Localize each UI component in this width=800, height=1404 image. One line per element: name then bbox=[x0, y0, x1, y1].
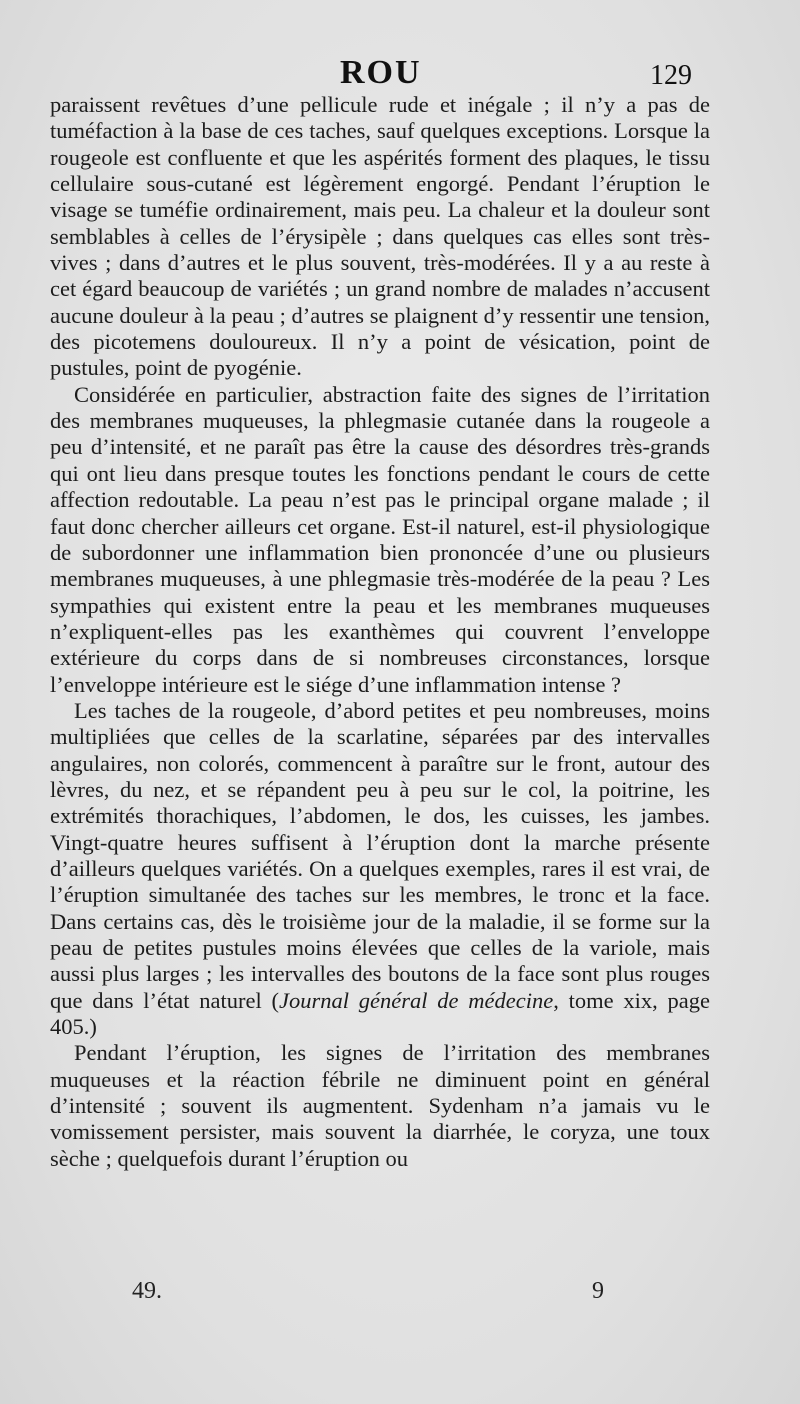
paragraph-3 bbox=[50, 698, 710, 1040]
body-text bbox=[50, 92, 710, 1172]
running-head bbox=[0, 54, 800, 94]
paragraph-3-tail: , tome xix, page 405.) bbox=[50, 987, 710, 1040]
paragraph-3-text: Les taches de la rougeole, d’abord petites et peu nombreuses, moins multipliées que celles de la scarlatine, séparées par des intervalles angulaires, non colorés, commencent à paraître sur le front, autour des lèvres, du nez, et se répandent peu à peu sur le col, la poitrine, les extrémités thorachiques, l’abdomen, le dos, les cuisses, les jambes. Vingt-quatre heures suffisent à l’éruption dont la marche présente d’ailleurs quelques variétés. On a quelques exemples, rares il est vrai, de l’éruption simultanée des taches sur les membres, le tronc et la face. Dans certains cas, dès le troisième jour de la maladie, il se forme sur la peau de petites pustules moins élevées que celles de la variole, mais aussi plus larges ; les intervalles des boutons de la face sont plus rouges que dans l’état naturel ( bbox=[50, 697, 710, 1013]
page-number: 129 bbox=[650, 60, 692, 91]
folio-number: 9 bbox=[592, 1278, 604, 1304]
paragraph-2: Considérée en particulier, abstraction faite des signes de l’irritation des membranes muqueuses, la phlegmasie cutanée dans la rougeole a peu d’intensité, et ne paraît pas être la cause des désordres très-grands qui ont lieu dans presque toutes les fonctions pendant le cours de cette affection redoutable. La peau n’est pas le principal organe malade ; il faut donc chercher ailleurs cet organe. Est-il naturel, est-il physiologique de subordonner une inflammation bien prononcée d’une ou plusieurs membranes muqueuses, à une phlegmasie très-modérée de la peau ? Les sympathies qui existent entre la peau et les membranes muqueuses n’expliquent-elles pas les exanthèmes qui couvrent l’enveloppe extérieure du corps dans de si nombreuses circonstances, lorsque l’enveloppe intérieure est le siége d’une inflammation intense ? bbox=[50, 381, 710, 697]
signature-mark: 49. bbox=[132, 1278, 162, 1304]
running-head-title: ROU bbox=[340, 54, 422, 91]
page-footer bbox=[0, 1278, 800, 1318]
paragraph-1: paraissent revêtues d’une pellicule rude et inégale ; il n’y a pas de tuméfaction à la base de ces taches, sauf quelques exceptions. Lorsque la rougeole est confluente et que les aspérités forment des plaques, le tissu cellulaire sous-cutané est légèrement engorgé. Pendant l’éruption le visage se tuméfie ordinairement, mais peu. La chaleur et la douleur sont semblables à celles de l’érysipèle ; dans quelques cas elles sont très-vives ; dans d’autres et le plus souvent, très-modérées. Il y a au reste à cet égard beaucoup de variétés ; un grand nombre de malades n’accusent aucune douleur à la peau ; d’autres se plaignent d’y ressentir une tension, des picotemens douloureux. Il n’y a point de vésication, point de pustules, point de pyogénie. bbox=[50, 92, 710, 381]
paragraph-4: Pendant l’éruption, les signes de l’irritation des membranes muqueuses et la réaction fébrile ne diminuent point en général d’intensité ; souvent ils augmentent. Sydenham n’a jamais vu le vomissement persister, mais souvent la diarrhée, le coryza, une toux sèche ; quelquefois durant l’éruption ou bbox=[50, 1040, 710, 1171]
journal-citation: Journal général de médecine bbox=[279, 987, 554, 1013]
